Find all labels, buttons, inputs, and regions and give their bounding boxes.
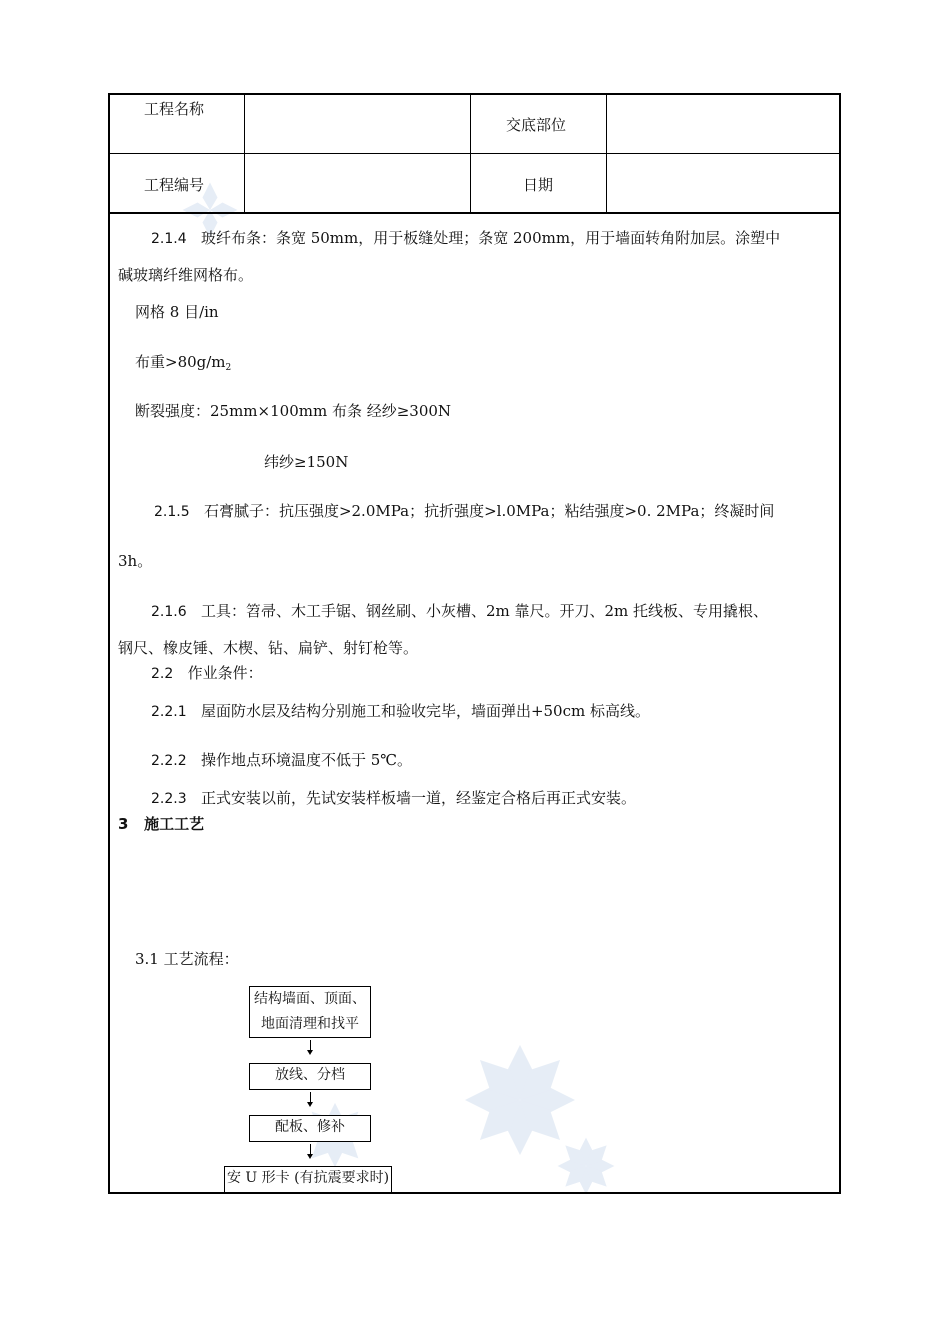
section-3-heading <box>118 813 204 834</box>
section-2-1-5-line-2: 3h。 <box>118 552 153 570</box>
section-number: 2.1.6 <box>151 604 187 620</box>
section-2-1-5-line-1 <box>154 500 774 521</box>
header-row-divider <box>108 153 841 154</box>
section-2-2-3 <box>151 787 636 808</box>
section-text: 石膏腻子：抗压强度>2.0MPa；抗折强度>l.0MPa；粘结强度>0. 2MPa；终凝时间 <box>203 502 775 520</box>
section-2-1-4-line-2: 碱玻璃纤维网格布。 <box>118 266 254 284</box>
section-text: 玻纤布条：条宽 50mm，用于板缝处理；条宽 200mm，用于墙面转角附加层。涂塑中 <box>200 229 781 247</box>
section-2-2-2 <box>151 749 412 770</box>
section-number: 2.2.1 <box>151 704 187 720</box>
section-3-1: 3.1 工艺流程： <box>135 950 239 968</box>
flow-arrow-3 <box>310 1144 311 1154</box>
weight-text: 布重>80g/m <box>135 353 226 371</box>
flow-arrow-1 <box>310 1040 311 1050</box>
section-number: 2.2.3 <box>151 791 187 807</box>
flow-step-3: 配板、修补 <box>249 1115 371 1142</box>
section-title: 施工工艺 <box>144 815 205 833</box>
section-2-2 <box>151 662 263 683</box>
weight-subscript: 2 <box>225 363 232 373</box>
flow-step-1-line-1: 结构墙面、顶面、 <box>254 991 366 1007</box>
mesh-spec: 网格 8 目/in <box>135 303 219 321</box>
weft-spec: 纬纱≥150N <box>264 453 349 471</box>
flow-step-1 <box>249 986 371 1038</box>
weight-spec <box>135 351 231 373</box>
section-text: 屋面防水层及结构分别施工和验收完毕，墙面弹出+50cm 标高线。 <box>200 702 650 720</box>
location-label: 交底部位 <box>506 116 567 134</box>
section-2-2-1 <box>151 700 650 721</box>
header-col-divider-3 <box>606 93 607 213</box>
header-col-divider-2 <box>470 93 471 213</box>
date-label: 日期 <box>523 176 554 194</box>
section-number: 2.1.5 <box>154 504 190 520</box>
section-number: 2.2.2 <box>151 753 187 769</box>
strength-spec: 断裂强度：25mm×100mm 布条 经纱≥300N <box>135 402 452 420</box>
section-text: 作业条件： <box>187 664 263 682</box>
flow-step-4: 安 U 形卡 (有抗震要求时) <box>224 1166 392 1193</box>
flow-step-1-line-2: 地面清理和找平 <box>261 1016 359 1032</box>
section-number: 3 <box>118 815 129 833</box>
header-bottom-divider <box>108 212 841 214</box>
section-number: 2.1.4 <box>151 231 187 247</box>
flow-step-2: 放线、分档 <box>249 1063 371 1090</box>
section-number: 2.2 <box>151 666 174 682</box>
section-text: 正式安装以前，先试安装样板墙一道，经鉴定合格后再正式安装。 <box>200 789 636 807</box>
header-col-divider-1 <box>244 93 245 213</box>
section-2-1-6-line-1 <box>151 600 768 621</box>
flow-arrow-2 <box>310 1092 311 1102</box>
project-number-label: 工程编号 <box>144 176 205 194</box>
section-text: 工具：笤帚、木工手锯、钢丝刷、小灰槽、2m 靠尺。开刀、2m 托线板、专用撬根、 <box>200 602 769 620</box>
section-2-1-4-line-1 <box>151 227 780 248</box>
project-name-label: 工程名称 <box>144 100 205 118</box>
section-2-1-6-line-2: 钢尺、橡皮锤、木楔、钻、扁铲、射钉枪等。 <box>118 639 419 657</box>
section-text: 操作地点环境温度不低于 5℃。 <box>200 751 413 769</box>
